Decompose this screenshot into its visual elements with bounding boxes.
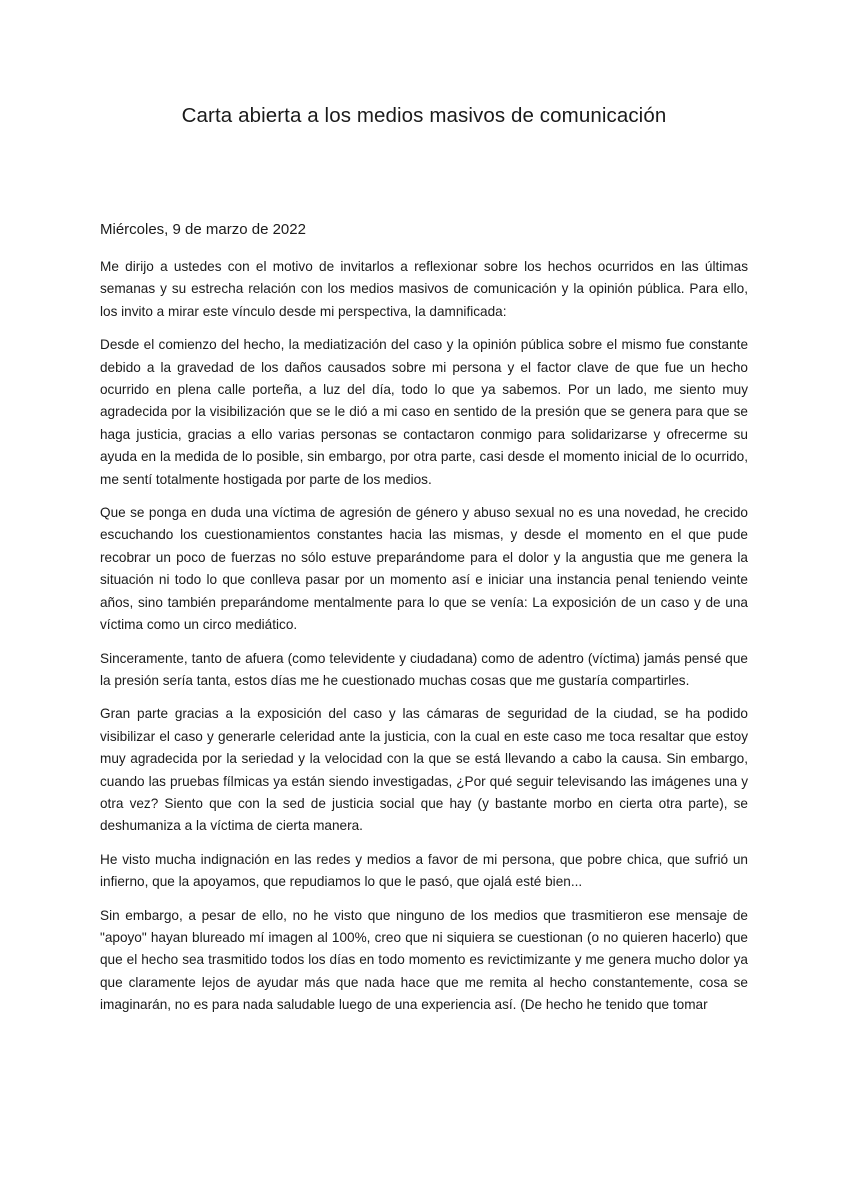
paragraph-1: Me dirijo a ustedes con el motivo de invitarlos a reflexionar sobre los hechos ocurridos en las últimas semanas y su estrecha relación con los medios masivos de comunicación y la opinión pública. Para ello, los invito a mirar este vínculo desde mi perspectiva, la damnificada: (100, 259, 748, 319)
paragraph-4: Sinceramente, tanto de afuera (como televidente y ciudadana) como de adentro (víctima) jamás pensé que la presión sería tanta, estos días me he cuestionado muchas cosas que me gustaría compartirles. (100, 650, 748, 688)
paragraph-3: Que se ponga en duda una víctima de agresión de género y abuso sexual no es una novedad, he crecido escuchando los cuestionamientos constantes hacia las mismas, y desde el momento en el que pude recobrar un poco de fuerzas no sólo estuve preparándome para el dolor y la angustia que me genera la situación ni todo lo que conlleva pasar por un momento así e iniciar una instancia penal teniendo veinte años, sino también preparándome mentalmente para lo que se venía: La exposición de un caso y de una víctima como un circo mediático. (100, 505, 748, 633)
letter-date: Miércoles, 9 de marzo de 2022 (100, 221, 306, 238)
paragraph-6: He visto mucha indignación en las redes y medios a favor de mi persona, que pobre chica, que sufrió un infierno, que la apoyamos, que repudiamos lo que le pasó, que ojalá esté bien... (100, 851, 748, 890)
paragraph-5: Gran parte gracias a la exposición del caso y las cámaras de seguridad de la ciudad, se ha podido visibilizar el caso y generarle celeridad ante la justicia, con la cual en este caso me toca resaltar que estoy muy agradecida por la seriedad y la velocidad con la que se está llevando a cabo la causa. Sin embargo, cuando las pruebas fílmicas ya están siendo investigadas, ¿Por qué seguir televisando las imágenes una y otra vez? Siento que con la sed de justicia social que hay (y bastante morbo en cierta otra parte), se deshumaniza a la víctima de cierta manera. (100, 706, 748, 834)
letter-title: Carta abierta a los medios masivos de comunicación (181, 104, 667, 127)
letter-body (100, 256, 748, 1028)
paragraph-2: Desde el comienzo del hecho, la mediatización del caso y la opinión pública sobre el mismo fue constante debido a la gravedad de los daños causados sobre mi persona y el factor clave de que fue un hecho ocurrido en plena calle porteña, a luz del día, todo lo que ya sabemos. Por un lado, me siento muy agradecida por la visibilización que se le dió a mi caso en sentido de la presión que se genera para que se haga justicia, gracias a ello varias personas se contactaron conmigo para solidarizarse y ofrecerme su ayuda en la medida de lo posible, sin embargo, por otra parte, casi desde el momento inicial de lo ocurrido, me sentí totalmente hostigada por parte de los medios. (100, 337, 748, 487)
paragraph-7: Sin embargo, a pesar de ello, no he visto que ninguno de los medios que trasmitieron ese mensaje de "apoyo" hayan blureado mí imagen al 100%, creo que ni siquiera se cuestionan (o no quieren hacerlo) que que el hecho sea trasmitido todos los días en todo momento es revictimizante y me genera mucho dolor ya que claramente lejos de ayudar más que nada hace que me remita al hecho constantemente, cosa se imaginarán, no es para nada saludable luego de una experiencia así. (De hecho he tenido que tomar (100, 907, 748, 1013)
